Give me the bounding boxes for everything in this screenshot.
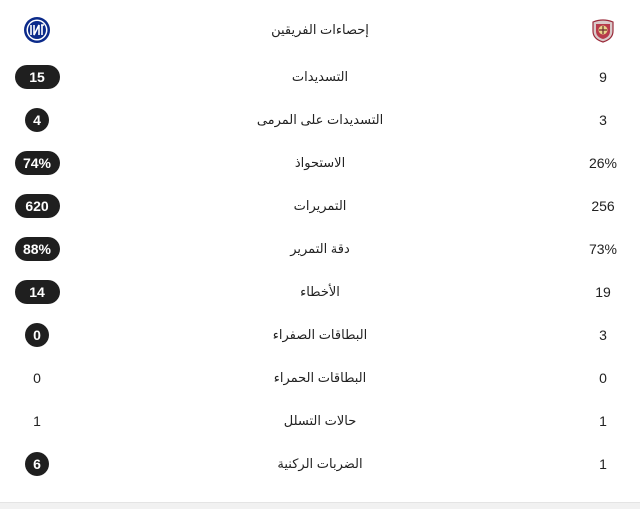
stats-header-row (0, 8, 640, 51)
stat-label: البطاقات الحمراء (273, 369, 367, 385)
stat-label: دقة التمرير (290, 240, 350, 256)
stat-label: التمريرات (293, 197, 347, 213)
right-value: 0 (599, 369, 607, 386)
left-value-badge: 74% (15, 151, 60, 175)
right-value: 26% (588, 154, 618, 171)
stat-row-red-cards (0, 356, 640, 399)
stat-row-shots (0, 55, 640, 98)
stat-row-passes (0, 184, 640, 227)
left-value-badge: 620 (15, 194, 60, 218)
right-team-logo (566, 8, 640, 51)
left-value-badge: 14 (15, 280, 60, 304)
stat-row-shots-on-target (0, 98, 640, 141)
left-value-badge: 15 (15, 65, 60, 89)
stat-label: التسديدات على المرمى (256, 111, 384, 127)
stat-label: الأخطاء (300, 283, 340, 299)
right-value: 9 (599, 68, 607, 85)
stats-title: إحصاءات الفريقين (271, 21, 369, 37)
right-value: 73% (588, 240, 618, 257)
stat-label: الضربات الركنية (277, 455, 363, 471)
stat-label: البطاقات الصفراء (272, 326, 368, 342)
right-value: 3 (599, 326, 607, 343)
right-value: 19 (595, 283, 611, 300)
stat-row-fouls (0, 270, 640, 313)
left-value-badge: 6 (25, 452, 49, 476)
stat-label: الاستحواذ (294, 154, 346, 170)
stat-row-possession (0, 141, 640, 184)
right-value: 1 (599, 412, 607, 429)
stat-label: التسديدات (291, 68, 349, 84)
left-team-logo (0, 8, 74, 51)
inter-milan-crest-icon (23, 16, 51, 44)
left-value-badge: 88% (15, 237, 60, 261)
stat-label: حالات التسلل (283, 412, 357, 428)
left-value-badge: 0 (25, 323, 49, 347)
right-value: 256 (591, 197, 615, 214)
right-value: 3 (599, 111, 607, 128)
stat-row-offsides (0, 399, 640, 442)
stat-row-corners (0, 442, 640, 485)
left-value: 1 (33, 412, 41, 429)
left-value-badge: 4 (25, 108, 49, 132)
cremonese-crest-icon (589, 16, 617, 44)
stat-row-yellow-cards (0, 313, 640, 356)
left-value: 0 (33, 369, 41, 386)
stat-row-pass-accuracy (0, 227, 640, 270)
right-value: 1 (599, 455, 607, 472)
